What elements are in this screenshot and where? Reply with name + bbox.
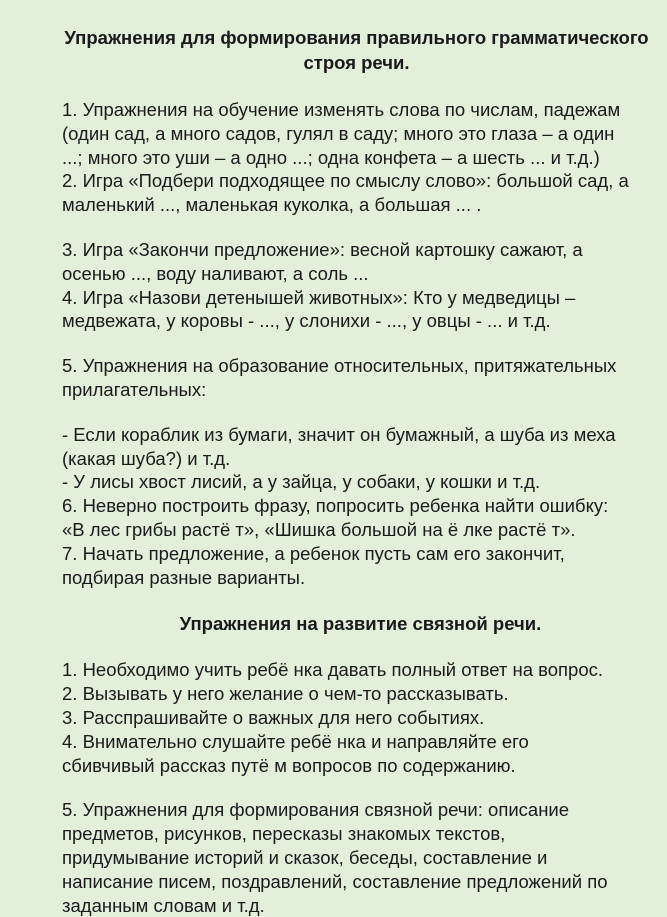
text-line: 2. Вызывать у него желание о чем-то рассказывать. xyxy=(62,683,509,705)
text-line: предметов, рисунков, пересказы знакомых текстов, xyxy=(62,823,506,845)
title-line: Упражнения на развитие связной речи. xyxy=(179,613,542,635)
paragraph-5 xyxy=(62,354,659,402)
paragraph-1-2 xyxy=(62,98,659,217)
text-line: 2. Игра «Подбери подходящее по смыслу слово»: большой сад, а xyxy=(62,170,629,192)
title-line: Упражнения для формирования правильного грамматического xyxy=(64,27,649,48)
paragraph-3-4 xyxy=(62,238,659,333)
text-line: 5. Упражнения на образование относительных, притяжательных xyxy=(62,355,617,377)
text-line: медвежата, у коровы - ..., у слонихи - ..., у овцы - ... и т.д. xyxy=(62,310,551,332)
text-line: «В лес грибы растё т», «Шишка большой на ё лке растё т». xyxy=(62,518,576,540)
section-title-grammar xyxy=(54,25,659,75)
text-line: прилагательных: xyxy=(62,378,207,400)
paragraph-speech-5 xyxy=(62,798,659,917)
text-line: маленький ..., маленькая куколка, а большая ... . xyxy=(62,194,482,216)
text-line: заданным словам и т.д. xyxy=(62,894,265,916)
text-line: 4. Внимательно слушайте ребё нка и направляйте его xyxy=(62,730,529,752)
paragraph-examples-6-7 xyxy=(62,423,659,590)
text-line: 7. Начать предложение, а ребенок пусть сам его закончит, xyxy=(62,542,565,564)
text-line: осенью ..., воду наливают, а соль ... xyxy=(62,262,369,284)
text-line: 5. Упражнения для формирования связной речи: описание xyxy=(62,799,570,821)
text-line: придумывание историй и сказок, беседы, составление и xyxy=(62,846,548,868)
text-line: сбивчивый рассказ путё м вопросов по содержанию. xyxy=(62,754,516,776)
text-line: подбирая разные варианты. xyxy=(62,566,306,588)
text-line: - У лисы хвост лисий, а у зайца, у собаки, у кошки и т.д. xyxy=(62,471,541,493)
text-line: ...; много это уши – а одно ...; одна конфета – а шесть ... и т.д.) xyxy=(62,146,600,168)
text-line: 3. Расспрашивайте о важных для него событиях. xyxy=(62,706,485,728)
text-line: (один сад, а много садов, гулял в саду; много это глаза – а один xyxy=(62,122,615,144)
section-title-speech xyxy=(62,611,659,636)
text-line: 3. Игра «Закончи предложение»: весной картошку сажают, а xyxy=(62,238,583,260)
text-line: написание писем, поздравлений, составление предложений по xyxy=(62,870,608,892)
text-line: 1. Необходимо учить ребё нка давать полный ответ на вопрос. xyxy=(62,659,604,681)
text-line: 4. Игра «Назови детенышей животных»: Кто у медведицы – xyxy=(62,286,576,308)
paragraph-speech-1-4 xyxy=(62,658,659,777)
title-line: строя речи. xyxy=(303,52,410,73)
text-line: - Если кораблик из бумаги, значит он бумажный, а шуба из меха xyxy=(62,423,616,445)
text-line: 6. Неверно построить фразу, попросить ребенка найти ошибку: xyxy=(62,495,609,517)
text-line: (какая шуба?) и т.д. xyxy=(62,447,231,469)
text-line: 1. Упражнения на обучение изменять слова по числам, падежам xyxy=(62,99,621,120)
